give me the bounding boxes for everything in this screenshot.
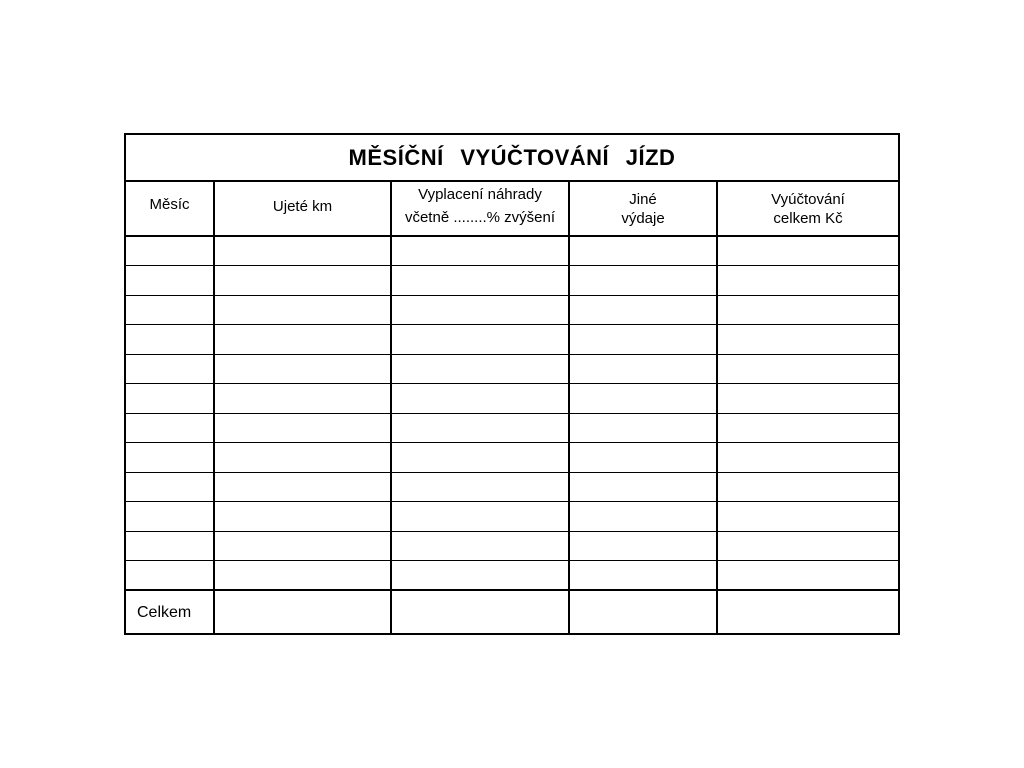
total-label: Celkem bbox=[126, 590, 214, 634]
reimbursement-cell[interactable] bbox=[391, 531, 569, 561]
km-cell[interactable] bbox=[214, 502, 391, 532]
month-cell[interactable] bbox=[126, 531, 214, 561]
other-cell[interactable] bbox=[569, 325, 717, 355]
km-cell[interactable] bbox=[214, 443, 391, 473]
col-header-reimbursement-line1: Vyplacení náhrady bbox=[418, 185, 542, 203]
reimbursement-cell[interactable] bbox=[391, 266, 569, 296]
km-cell[interactable] bbox=[214, 325, 391, 355]
other-cell[interactable] bbox=[569, 354, 717, 384]
month-cell[interactable] bbox=[126, 384, 214, 414]
settlement-cell[interactable] bbox=[717, 472, 898, 502]
km-cell[interactable] bbox=[214, 531, 391, 561]
table-row bbox=[126, 472, 898, 502]
km-cell[interactable] bbox=[214, 236, 391, 266]
statement-grid bbox=[126, 182, 898, 634]
total-reimbursement-cell[interactable] bbox=[391, 590, 569, 634]
settlement-cell[interactable] bbox=[717, 236, 898, 266]
settlement-cell[interactable] bbox=[717, 443, 898, 473]
table-row bbox=[126, 561, 898, 591]
month-cell[interactable] bbox=[126, 502, 214, 532]
other-cell[interactable] bbox=[569, 295, 717, 325]
col-header-month bbox=[126, 182, 214, 236]
table-row bbox=[126, 413, 898, 443]
table-row bbox=[126, 531, 898, 561]
month-cell[interactable] bbox=[126, 325, 214, 355]
month-cell[interactable] bbox=[126, 236, 214, 266]
reimbursement-cell[interactable] bbox=[391, 236, 569, 266]
other-cell[interactable] bbox=[569, 236, 717, 266]
settlement-cell[interactable] bbox=[717, 502, 898, 532]
other-cell[interactable] bbox=[569, 472, 717, 502]
month-cell[interactable] bbox=[126, 354, 214, 384]
reimbursement-cell[interactable] bbox=[391, 325, 569, 355]
reimbursement-cell[interactable] bbox=[391, 354, 569, 384]
reimbursement-cell[interactable] bbox=[391, 472, 569, 502]
other-cell[interactable] bbox=[569, 502, 717, 532]
col-header-reimbursement-line2: včetně ........% zvýšení bbox=[404, 208, 556, 226]
reimbursement-cell[interactable] bbox=[391, 295, 569, 325]
col-header-other-line2: výdaje bbox=[621, 209, 665, 227]
table-row bbox=[126, 443, 898, 473]
total-settlement-cell[interactable] bbox=[717, 590, 898, 634]
reimbursement-cell[interactable] bbox=[391, 413, 569, 443]
total-km-cell[interactable] bbox=[214, 590, 391, 634]
month-cell[interactable] bbox=[126, 295, 214, 325]
col-header-settlement-line2: celkem Kč bbox=[773, 209, 843, 227]
col-header-other-expenses bbox=[569, 182, 717, 236]
month-cell[interactable] bbox=[126, 413, 214, 443]
table-row bbox=[126, 384, 898, 414]
reimbursement-cell[interactable] bbox=[391, 443, 569, 473]
col-header-month-label: Měsíc bbox=[149, 196, 190, 213]
col-header-reimbursement bbox=[391, 182, 569, 236]
other-cell[interactable] bbox=[569, 561, 717, 591]
other-cell[interactable] bbox=[569, 266, 717, 296]
km-cell[interactable] bbox=[214, 266, 391, 296]
col-header-settlement-line1: Vyúčtování bbox=[771, 190, 845, 208]
other-cell[interactable] bbox=[569, 413, 717, 443]
header-row bbox=[126, 182, 898, 236]
col-header-km-label: Ujeté km bbox=[272, 198, 333, 215]
other-cell[interactable] bbox=[569, 443, 717, 473]
settlement-cell[interactable] bbox=[717, 561, 898, 591]
month-cell[interactable] bbox=[126, 561, 214, 591]
km-cell[interactable] bbox=[214, 384, 391, 414]
table-row bbox=[126, 236, 898, 266]
settlement-cell[interactable] bbox=[717, 384, 898, 414]
km-cell[interactable] bbox=[214, 561, 391, 591]
col-header-km bbox=[214, 182, 391, 236]
monthly-trip-statement-form bbox=[124, 133, 900, 635]
km-cell[interactable] bbox=[214, 472, 391, 502]
settlement-cell[interactable] bbox=[717, 295, 898, 325]
total-other-cell[interactable] bbox=[569, 590, 717, 634]
entry-rows bbox=[126, 236, 898, 590]
km-cell[interactable] bbox=[214, 354, 391, 384]
other-cell[interactable] bbox=[569, 531, 717, 561]
month-cell[interactable] bbox=[126, 443, 214, 473]
reimbursement-cell[interactable] bbox=[391, 384, 569, 414]
settlement-cell[interactable] bbox=[717, 413, 898, 443]
settlement-cell[interactable] bbox=[717, 266, 898, 296]
table-row bbox=[126, 502, 898, 532]
table-row bbox=[126, 325, 898, 355]
km-cell[interactable] bbox=[214, 295, 391, 325]
settlement-cell[interactable] bbox=[717, 325, 898, 355]
km-cell[interactable] bbox=[214, 413, 391, 443]
settlement-cell[interactable] bbox=[717, 354, 898, 384]
reimbursement-cell[interactable] bbox=[391, 561, 569, 591]
table-row bbox=[126, 295, 898, 325]
statement-table bbox=[126, 182, 898, 634]
col-header-other-line1: Jiné bbox=[629, 190, 657, 208]
reimbursement-cell[interactable] bbox=[391, 502, 569, 532]
other-cell[interactable] bbox=[569, 384, 717, 414]
settlement-cell[interactable] bbox=[717, 531, 898, 561]
table-row bbox=[126, 266, 898, 296]
total-row bbox=[126, 590, 898, 634]
form-title: MĚSÍČNÍ VYÚČTOVÁNÍ JÍZD bbox=[126, 135, 898, 182]
table-row bbox=[126, 354, 898, 384]
month-cell[interactable] bbox=[126, 472, 214, 502]
month-cell[interactable] bbox=[126, 266, 214, 296]
col-header-settlement-total bbox=[717, 182, 898, 236]
